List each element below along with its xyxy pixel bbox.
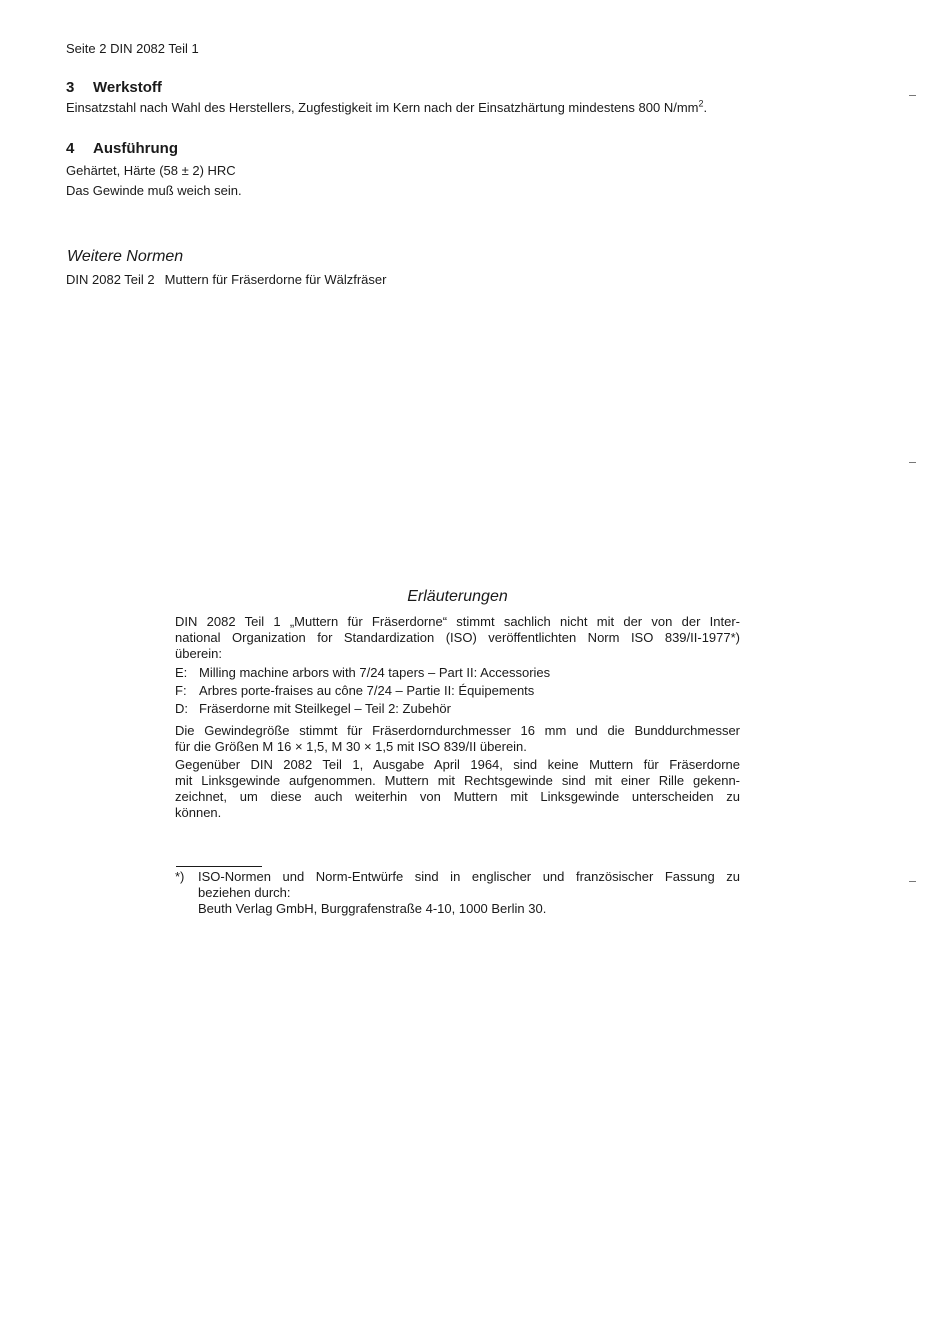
language-title-de xyxy=(175,701,740,717)
section-3-text-end: . xyxy=(703,100,708,115)
standard-reference: DIN 2082 Teil 2 xyxy=(66,272,155,287)
explanations-paragraph-2 xyxy=(175,723,740,755)
language-title-text: Milling machine arbors with 7/24 tapers – Part II: Accessories xyxy=(199,665,551,680)
intro-line: überein: xyxy=(175,646,222,661)
footnote-rule xyxy=(176,866,262,867)
margin-mark xyxy=(909,95,916,96)
section-4-heading xyxy=(66,140,178,158)
language-key: D: xyxy=(175,701,188,716)
further-standards-entry xyxy=(66,272,386,288)
standard-description: Muttern für Fräserdorne für Wälzfräser xyxy=(164,272,387,287)
section-number: 4 xyxy=(66,140,75,157)
paragraph-line: Die Gewindegröße stimmt für Fräserdorndurchmesser 16 mm und die Bunddurchmesser xyxy=(175,723,740,738)
footnote-line: Beuth Verlag GmbH, Burggrafenstraße 4-10, 1000 Berlin 30. xyxy=(198,901,547,916)
section-number: 3 xyxy=(66,79,75,96)
language-key: F: xyxy=(175,683,187,698)
footnote-mark: *) xyxy=(175,869,185,884)
section-4-line-1: Gehärtet, Härte (58 ± 2) HRC xyxy=(66,163,236,178)
paragraph-line: mit Linksgewinde aufgenommen. Muttern mit Rechtsgewinde sind mit einer Rille gekenn- xyxy=(175,773,740,788)
section-title: Ausführung xyxy=(93,140,178,157)
language-title-text: Arbres porte-fraises au cône 7/24 – Partie II: Équipements xyxy=(199,683,535,698)
language-title-en xyxy=(175,665,740,681)
language-key: E: xyxy=(175,665,188,680)
language-titles xyxy=(175,665,740,717)
explanations-paragraph-3 xyxy=(175,757,740,821)
explanations-heading: Erläuterungen xyxy=(407,588,508,605)
section-3-text: Einsatzstahl nach Wahl des Herstellers, Zugfestigkeit im Kern nach der Einsatzhärtung mindestens 800 N/mm xyxy=(66,100,699,115)
footnote-line: ISO-Normen und Norm-Entwürfe sind in englischer und französischer Fassung zu xyxy=(198,869,740,884)
intro-line: DIN 2082 Teil 1 „Muttern für Fräserdorne“ stimmt sachlich nicht mit der von der Inter- xyxy=(175,614,740,629)
paragraph-line: zeichnet, um diese auch weiterhin von Muttern mit Linksgewinde unterscheiden zu xyxy=(175,789,740,804)
margin-mark xyxy=(909,462,916,463)
paragraph-line: Gegenüber DIN 2082 Teil 1, Ausgabe April 1964, sind keine Muttern für Fräserdorne xyxy=(175,757,740,772)
section-title: Werkstoff xyxy=(93,79,162,96)
explanations-intro xyxy=(175,614,740,662)
language-title-fr xyxy=(175,683,740,699)
language-title-text: Fräserdorne mit Steilkegel – Teil 2: Zubehör xyxy=(199,701,451,716)
unit-exponent: 2 xyxy=(698,98,704,109)
page-header: Seite 2 DIN 2082 Teil 1 xyxy=(66,41,199,56)
footnote-line: beziehen durch: xyxy=(198,885,291,900)
intro-line: national Organization for Standardization (ISO) veröffentlichten Norm ISO 839/II-1977*) xyxy=(175,630,740,645)
further-standards-heading: Weitere Normen xyxy=(67,248,184,265)
margin-mark xyxy=(909,881,916,882)
section-3-body xyxy=(66,100,707,116)
paragraph-line: für die Größen M 16 × 1,5, M 30 × 1,5 mit ISO 839/II überein. xyxy=(175,739,527,754)
paragraph-line: können. xyxy=(175,805,222,820)
section-3-heading xyxy=(66,79,162,97)
section-4-line-2: Das Gewinde muß weich sein. xyxy=(66,183,242,198)
footnote-body xyxy=(198,869,740,917)
